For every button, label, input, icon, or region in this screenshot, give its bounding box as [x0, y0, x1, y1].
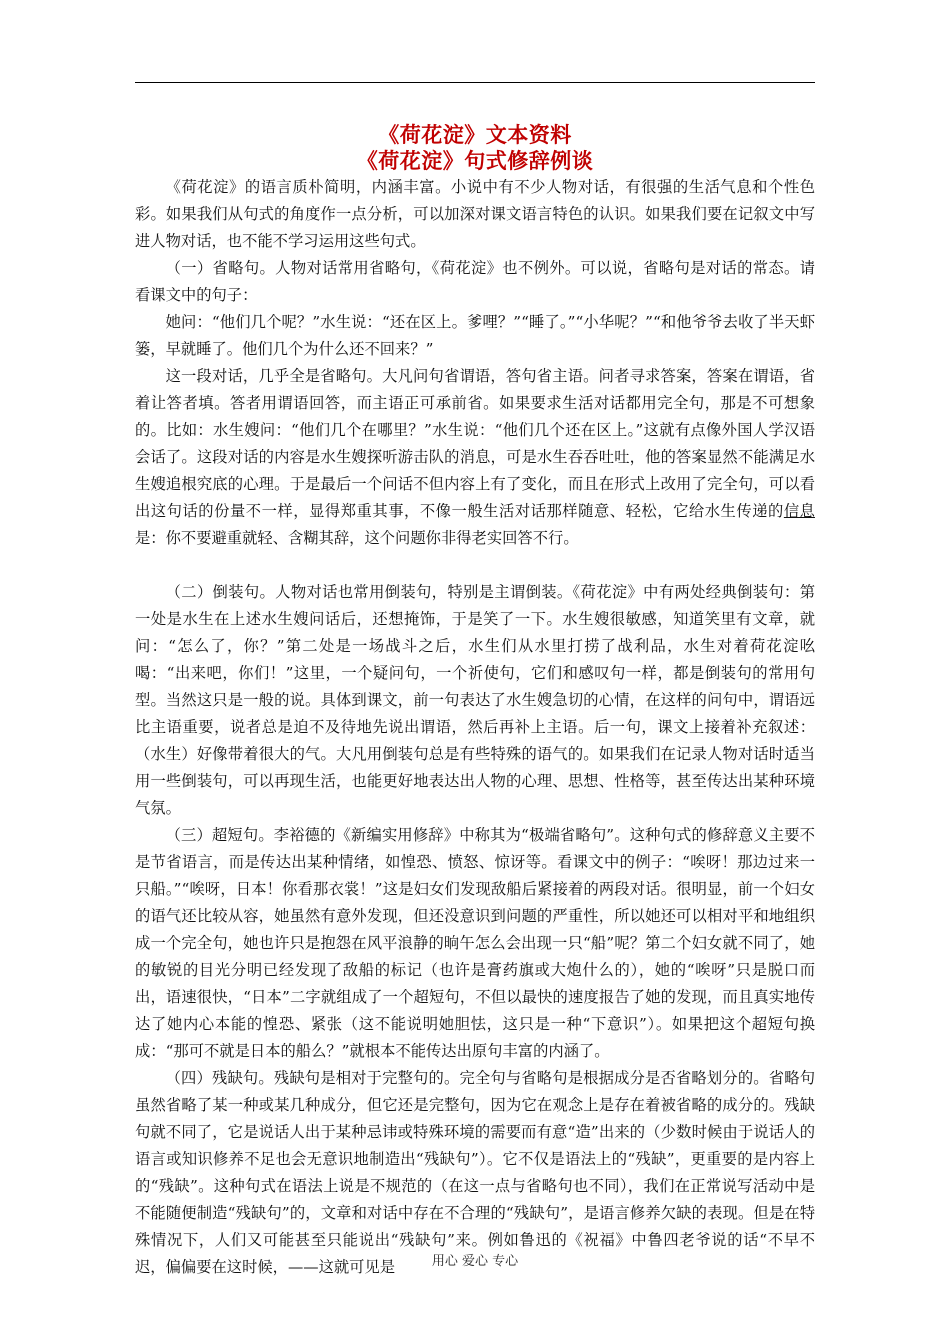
paragraph-dialogue-quote: 她问：“他们几个呢？”水生说：“还在区上。爹哩？”“睡了。”“小华呢？”“和他爷爷去收了半天虾篓，早就睡了。他们几个为什么还不回来？” — [135, 313, 815, 358]
paragraph-section-1: （一）省略句。人物对话常用省略句，《荷花淀》也不例外。可以说，省略句是对话的常态。请看课文中的句子： — [135, 259, 815, 304]
analysis-text: 这一段对话，几乎全是省略句。大凡问句省谓语，答句省主语。问者寻求答案，答案在谓语，省着让答者填。答者用谓语回答，而主语正可承前省。如果要求生活对话都用完全句，那是不可想象的。比如：水生嫂问：“他们几个在哪里？”水生说：“他们几个还在区上。”这就有点像外国人学汉语会话了。这段对话的内容是水生嫂探听游击队的消息，可是水生吞吞吐吐，他的答案显然不能满足水生嫂追根究底的心理。于是最后一个问话不但内容上有了变化，而且在形式上改用了完全句，可以看出这句话的份量不一样，显得郑重其事，不像一般生活对话那样随意、轻松，它给水生传递的 — [135, 367, 815, 520]
page-footer: 用心 爱心 专心 — [431, 1254, 519, 1269]
document-title: 《荷花淀》文本资料 — [378, 122, 572, 147]
paragraph-gap — [135, 552, 815, 579]
article-body — [135, 174, 815, 1281]
underlined-word: 信息 — [783, 502, 815, 520]
paragraph-intro: 《荷花淀》的语言质朴简明，内涵丰富。小说中有不少人物对话，有很强的生活气息和个性色彩。如果我们从句式的角度作一点分析，可以加深对课文语言特色的认识。如果我们要在记叙文中写进人物对话，也不能不学习运用这些句式。 — [135, 178, 815, 250]
paragraph-section-3: （三）超短句。李裕德的《新编实用修辞》中称其为“极端省略句”。这种句式的修辞意义主要不是节省语言，而是传达出某种情绪，如惶恐、愤怒、惊讶等。看课文中的例子：“唉呀！那边过来一只船。”“唉呀，日本！你看那衣裳！”这是妇女们发现敌船后紧接着的两段对话。很明显，前一个妇女的语气还比较从容，她虽然有意外发现，但还没意识到问题的严重性，所以她还可以相对平和地组织成一个完全句，她也许只是抱怨在风平浪静的晌午怎么会出现一只“船”呢？第二个妇女就不同了，她的敏锐的目光分明已经发现了敌船的标记（也许是膏药旗或大炮什么的），她的“唉呀”只是脱口而出，语速很快，“日本”二字就组成了一个超短句，不但以最快的速度报告了她的发现，而且真实地传达了她内心本能的惶恐、紧张（这不能说明她胆怯，这只是一种“下意识”）。如果把这个超短句换成：“那可不就是日本的船么？”就根本不能传达出原句丰富的内涵了。 — [135, 826, 815, 1060]
header-rule — [135, 82, 815, 83]
paragraph-section-4: （四）残缺句。残缺句是相对于完整句的。完全句与省略句是根据成分是否省略划分的。省略句虽然省略了某一种或某几种成分，但它还是完整句，因为它在观念上是存在着被省略的成分的。残缺句就不同了，它是说话人出于某种忌讳或特殊环境的需要而有意“造”出来的（少数时候由于说话人的语言或知识修养不足也会无意识地制造出“残缺句”）。它不仅是语法上的“残缺”，更重要的是内容上的“残缺”。这种句式在语法上说是不规范的（在这一点与省略句也不同），我们在正常说写活动中是不能随便制造“残缺句”的，文章和对话中存在不合理的“残缺句”，是语言修养欠缺的表现。但是在特殊情况下，人们又可能甚至只能说出“残缺句”来。例如鲁迅的《祝福》中鲁四老爷说的话“不早不迟，偏偏要在这时候，——这就可见是 — [135, 1069, 815, 1276]
paragraph-section-2: （二）倒装句。人物对话也常用倒装句，特别是主谓倒装。《荷花淀》中有两处经典倒装句：第一处是水生在上述水生嫂问话后，还想掩饰，于是笑了一下。水生嫂很敏感，知道笑里有文章，就问：“怎么了，你？”第二处是一场战斗之后，水生们从水里打捞了战利品，水生对着荷花淀吆喝：“出来吧，你们！”这里，一个疑问句，一个祈使句，它们和感叹句一样，都是倒装句的常用句型。当然这只是一般的说。具体到课文，前一句表达了水生嫂急切的心情，在这样的问句中，谓语远比主语重要，说者总是迫不及待地先说出谓语，然后再补上主语。后一句，课文上接着补充叙述：（水生）好像带着很大的气。大凡用倒装句总是有些特殊的语气的。如果我们在记录人物对话时适当用一些倒装句，可以再现生活，也能更好地表达出人物的心理、思想、性格等，甚至传达出某种环境气氛。 — [135, 583, 815, 817]
paragraph-section-1-analysis — [135, 363, 815, 552]
document-subtitle: 《荷花淀》句式修辞例谈 — [356, 148, 594, 173]
analysis-text-end: 是：你不要避重就轻、含糊其辞，这个问题你非得老实回答不行。 — [135, 529, 579, 547]
